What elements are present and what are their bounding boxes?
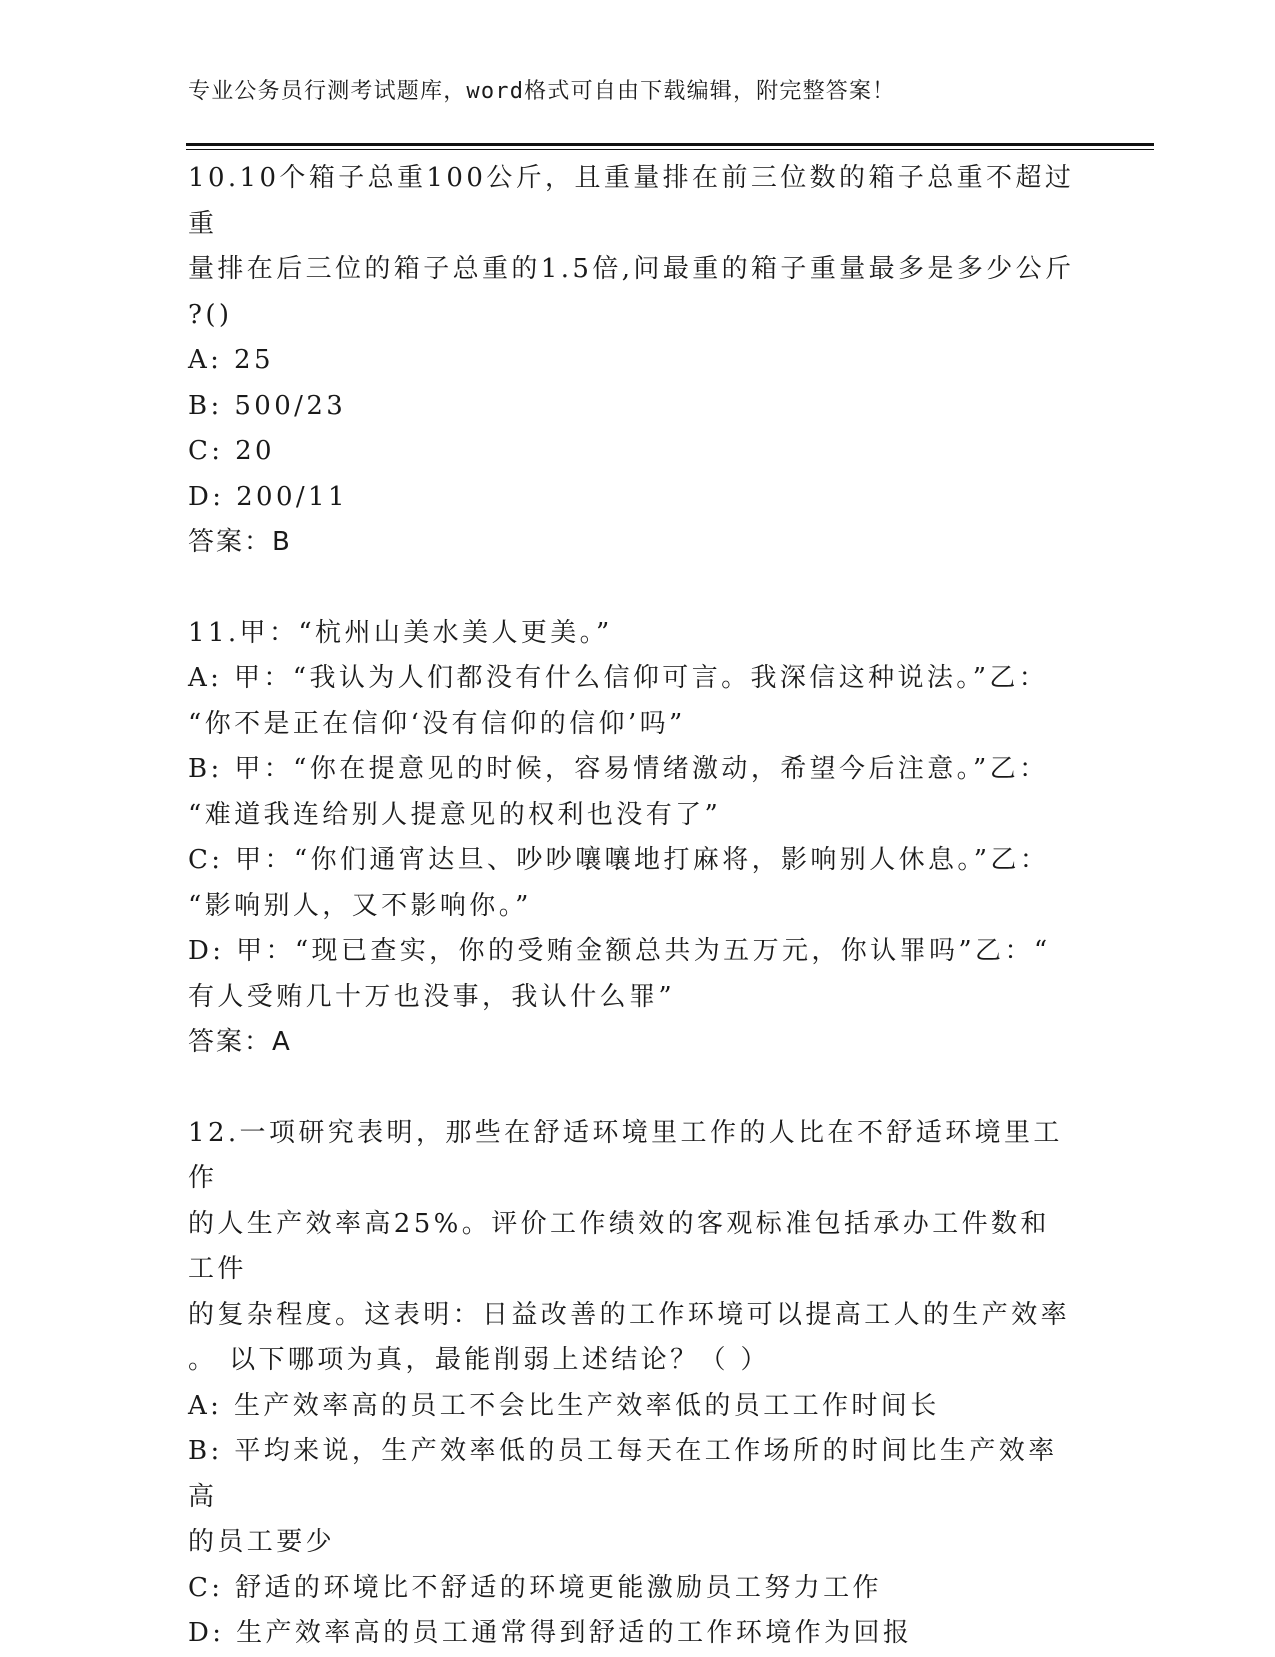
question-stem-line: 12.一项研究表明，那些在舒适环境里工作的人比在不舒适环境里工作 xyxy=(188,1117,1063,1193)
spacer xyxy=(188,1066,1078,1111)
option-a: A: 生产效率高的员工不会比生产效率低的员工工作时间长 xyxy=(188,1390,940,1421)
question-stem-line: 的人生产效率高25%。评价工作绩效的客观标准包括承办工件数和工件 xyxy=(188,1208,1050,1284)
option-a: A: 甲：“我认为人们都没有什么信仰可言。我深信这种说法。”乙： xyxy=(188,663,1049,693)
option-c: C: 甲：“你们通宵达旦、吵吵嚷嚷地打麻将，影响别人休息。”乙： xyxy=(188,845,1050,875)
option-d-continued: 有人受贿几十万也没事，我认什么罪” xyxy=(188,981,676,1012)
question-stem-line: 的复杂程度。这表明：日益改善的工作环境可以提高工人的生产效率 xyxy=(188,1299,1071,1330)
question-stem-line: 。 以下哪项为真，最能削弱上述结论？（ ） xyxy=(188,1345,770,1375)
question-12 xyxy=(188,1111,1078,1657)
header-rule-thick xyxy=(186,143,1154,146)
question-list xyxy=(188,156,1078,1657)
spacer xyxy=(188,566,1078,611)
option-d: D: 甲：“现已查实，你的受贿金额总共为五万元，你认罪吗”乙：“ xyxy=(188,936,1051,966)
question-stem-line: ?() xyxy=(188,299,233,330)
option-a: A: 25 xyxy=(188,345,274,375)
option-a-continued: “你不是正在信仰‘没有信仰的信仰’吗” xyxy=(188,708,686,739)
option-c: C: 20 xyxy=(188,436,276,466)
option-c-continued: “影响别人，又不影响你。” xyxy=(188,890,532,921)
answer-line: 答案：B xyxy=(188,527,292,557)
option-d: D: 200/11 xyxy=(188,481,348,512)
header-rule-thin xyxy=(186,149,1154,150)
option-b: B: 平均来说，生产效率低的员工每天在工作场所的时间比生产效率高 xyxy=(188,1436,1058,1512)
option-b: B: 500/23 xyxy=(188,390,347,421)
option-b: B: 甲：“你在提意见的时候，容易情绪激动，希望今后注意。”乙： xyxy=(188,754,1049,784)
answer-line: 答案：A xyxy=(188,1027,292,1057)
option-b-continued: “难道我连给别人提意见的权利也没有了” xyxy=(188,799,722,830)
option-d: D: 生产效率高的员工通常得到舒适的工作环境作为回报 xyxy=(188,1618,913,1648)
question-11 xyxy=(188,611,1078,1066)
option-b-continued: 的员工要少 xyxy=(188,1527,336,1557)
question-10 xyxy=(188,156,1078,566)
question-stem-line: 量排在后三位的箱子总重的1.5倍,问最重的箱子重量最多是多少公斤 xyxy=(188,254,1075,284)
option-c: C: 舒适的环境比不舒适的环境更能激励员工努力工作 xyxy=(188,1572,882,1603)
question-stem-line: 10.10个箱子总重100公斤，且重量排在前三位数的箱子总重不超过重 xyxy=(188,163,1075,239)
question-stem-line: 11.甲：“杭州山美水美人更美。” xyxy=(188,617,613,648)
page-header: 专业公务员行测考试题库，word格式可自由下载编辑，附完整答案！ xyxy=(188,79,896,104)
